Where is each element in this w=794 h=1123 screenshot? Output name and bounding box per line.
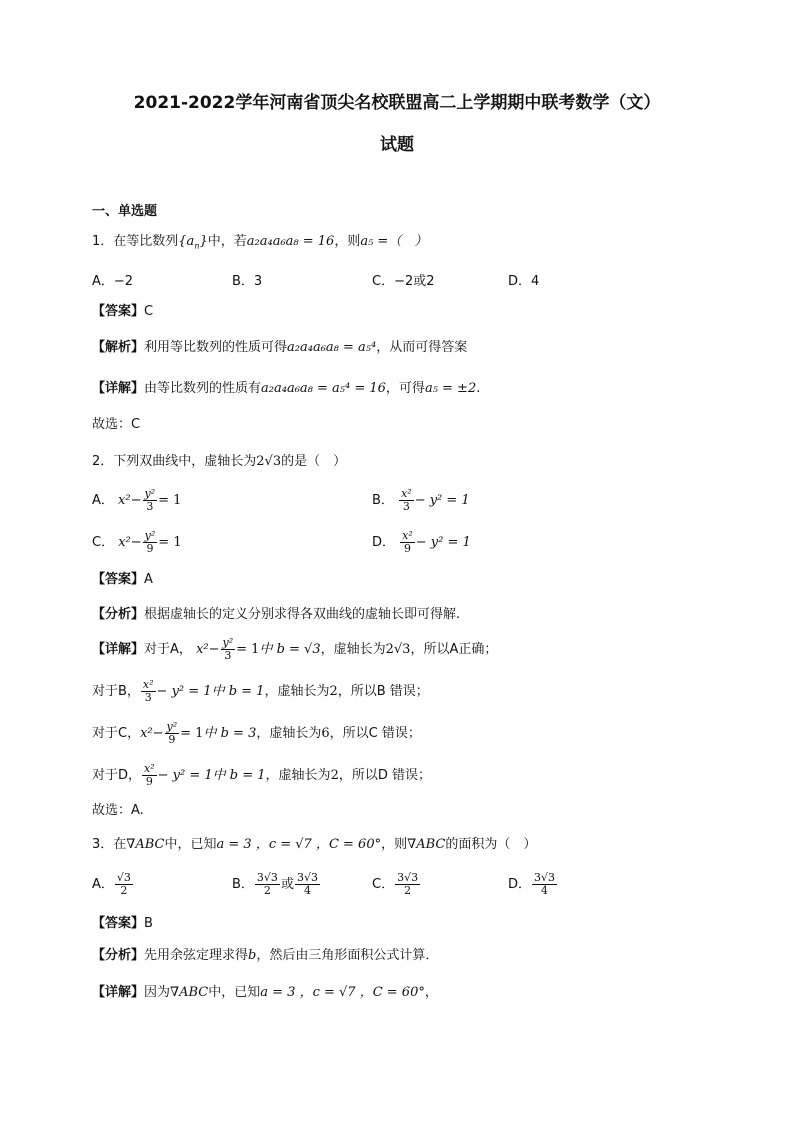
option-label: C． (92, 535, 115, 550)
option-label: C． (372, 877, 395, 892)
math-eq: = 1 (158, 493, 182, 508)
q1-seq-open: {a (178, 234, 195, 249)
fraction-den: 4 (303, 884, 311, 897)
option-label: B． (372, 493, 394, 508)
detail-text: ，虚轴长为 (320, 642, 386, 657)
math-eq: − y² = 1 (157, 768, 213, 783)
q1-target: a₅ =（ ） (360, 234, 428, 249)
detail-end: ，所以A正确； (410, 642, 498, 657)
detail-end: ，所以B 错误； (337, 684, 429, 699)
answer-value: B (144, 916, 153, 931)
analysis-text: 先用余弦定理求得 (144, 948, 249, 963)
q3-option-d[interactable] (508, 872, 558, 897)
math-term: x² (118, 493, 131, 508)
q3-stem-mid2: ，则 (381, 837, 408, 852)
math-op: − (130, 493, 142, 508)
fraction (142, 763, 157, 788)
option-label: D． (508, 877, 532, 892)
detail-text: 对于D， (92, 768, 142, 783)
detail-b: 中 b = √3 (259, 642, 321, 657)
q1-cond: a₂a₄a₆a₈ = 16 (246, 234, 335, 249)
detail-length: 2 (329, 684, 338, 699)
fraction (165, 721, 180, 746)
q1-analysis (92, 338, 467, 358)
fraction-den: 3 (144, 691, 152, 704)
detail-end: . (476, 381, 481, 396)
detail-length: 2√3 (385, 642, 411, 657)
q2-detail-b (92, 679, 429, 704)
q3-answer (92, 914, 153, 934)
analysis-tag: 【分析】 (92, 948, 145, 963)
answer-value: C (144, 304, 154, 319)
q2-analysis (92, 605, 460, 625)
fraction (221, 637, 236, 662)
document-title-line2: 试题 (380, 135, 414, 155)
detail-tag: 【详解】 (92, 642, 145, 657)
fraction-den: 9 (145, 775, 153, 788)
q2-stem (92, 452, 346, 472)
fraction (143, 530, 158, 555)
math-eq: = 1 (158, 535, 182, 550)
detail-text: ，虚轴长为 (256, 726, 322, 741)
detail-tag: 【详解】 (92, 985, 145, 1000)
q2-option-a[interactable] (92, 488, 181, 513)
q3-stem-end: 的面积为（ ） (445, 837, 537, 852)
detail-text: 由等比数列的性质有 (144, 381, 262, 396)
q3-given: a = 3 ，c = √7 ，C = 60° (216, 837, 382, 852)
fraction-den: 2 (263, 884, 271, 897)
fraction (115, 872, 133, 897)
detail-text: 因为 (144, 985, 171, 1000)
q1-detail (92, 379, 480, 399)
or-text: 或 (280, 877, 294, 892)
math-term: x² (118, 535, 131, 550)
fraction-num: y² (144, 529, 156, 542)
math-eq: − y² = 1 (415, 535, 471, 550)
option-label: B． (232, 877, 254, 892)
fraction (532, 872, 557, 897)
fraction-den: 4 (541, 884, 549, 897)
math-term: x² (196, 642, 209, 657)
q2-option-b[interactable] (372, 488, 470, 513)
detail-text: 对于A， (144, 642, 192, 657)
math-eq: − y² = 1 (156, 684, 212, 699)
fraction (295, 872, 320, 897)
fraction (255, 872, 280, 897)
detail-b: 中 b = 3 (203, 726, 257, 741)
fraction-den: 9 (168, 733, 176, 746)
detail-text: ，虚轴长为 (265, 768, 331, 783)
section-heading: 一、单选题 (92, 204, 158, 219)
option-label: D． (372, 535, 396, 550)
math-op: − (152, 726, 164, 741)
q1-answer (92, 302, 153, 322)
q3-option-a[interactable] (92, 872, 134, 897)
detail-text-mid: 中，已知 (208, 985, 261, 1000)
q2-detail-a (92, 637, 497, 662)
q3-analysis (92, 946, 438, 966)
detail-length: 6 (321, 726, 330, 741)
analysis-math: a₂a₄a₆a₈ = a₅⁴ (287, 340, 377, 355)
detail-result: a₅ = ±2 (424, 381, 477, 396)
q2-option-d[interactable] (372, 530, 471, 555)
fraction-den: 2 (120, 884, 128, 897)
math-eq: = 1 (236, 642, 260, 657)
analysis-tag: 【分析】 (92, 607, 145, 622)
answer-value: A (144, 572, 153, 587)
fraction (400, 530, 415, 555)
triangle-symbol: ∇ABC (170, 985, 209, 1000)
fraction-num: 3√3 (296, 871, 318, 884)
math-eq: − y² = 1 (414, 493, 470, 508)
fraction-num: 3√3 (397, 871, 419, 884)
fraction-den: 3 (402, 500, 410, 513)
detail-math: a₂a₄a₆a₈ = a₅⁴ = 16 (261, 381, 386, 396)
triangle-symbol: ∇ABC (407, 837, 446, 852)
q1-option-d[interactable]: D．4 (508, 274, 540, 289)
answer-tag: 【答案】 (92, 572, 145, 587)
fraction-num: y² (222, 636, 234, 649)
detail-b: 中 b = 1 (212, 768, 266, 783)
fraction-num: x² (402, 529, 413, 542)
analysis-text-end: ，然后由三角形面积公式计算． (256, 948, 439, 963)
q1-option-b[interactable]: B．3 (232, 274, 263, 289)
q3-detail (92, 983, 438, 1003)
analysis-text: 根据虚轴长的定义分别求得各双曲线的虚轴长即可得解. (144, 607, 461, 622)
q3-stem-mid: 中，已知 (164, 837, 217, 852)
q3-stem (92, 835, 536, 855)
detail-b: 中 b = 1 (211, 684, 265, 699)
fraction (141, 679, 156, 704)
detail-given: a = 3 ，c = √7 ，C = 60° (260, 985, 425, 1000)
detail-length: 2 (330, 768, 339, 783)
math-op: − (208, 642, 220, 657)
detail-text-mid: ，可得 (385, 381, 425, 396)
detail-text: 对于C， (92, 726, 141, 741)
q3-stem-text: 3．在 (92, 837, 127, 852)
fraction-num: 3√3 (256, 871, 278, 884)
fraction-den: 9 (146, 542, 154, 555)
detail-end: ，所以C 错误； (329, 726, 421, 741)
q2-answer (92, 570, 153, 590)
q1-conclusion: 故选：C (92, 417, 141, 432)
q1-option-a[interactable]: A．−2 (92, 274, 134, 289)
fraction-num: x² (401, 487, 412, 500)
q2-stem-text: 2．下列双曲线中，虚轴长为 (92, 454, 257, 469)
detail-tag: 【详解】 (92, 381, 145, 396)
fraction (399, 488, 414, 513)
fraction-den: 9 (403, 542, 411, 555)
fraction-den: 3 (146, 500, 154, 513)
q2-stem-value: 2√3 (256, 454, 282, 469)
q3-option-c[interactable] (372, 872, 421, 897)
q2-detail-d (92, 763, 431, 788)
answer-tag: 【答案】 (92, 304, 145, 319)
q2-stem-end: 的是（ ） (281, 454, 347, 469)
fraction (395, 872, 420, 897)
option-label: A． (92, 493, 114, 508)
triangle-symbol: ∇ABC (126, 837, 165, 852)
math-term: x² (140, 726, 153, 741)
analysis-var: b (248, 948, 257, 963)
q2-conclusion: 故选：A. (92, 803, 144, 818)
fraction-num: 3√3 (534, 871, 556, 884)
math-eq: = 1 (180, 726, 204, 741)
q2-option-c[interactable] (92, 530, 182, 555)
q1-stem (92, 232, 427, 257)
document-title: 2021-2022学年河南省顶尖名校联盟高二上学期期中联考数学（文） (133, 93, 661, 113)
q1-ask: ，则 (334, 234, 361, 249)
option-label: A． (92, 877, 114, 892)
q1-seq (178, 234, 207, 249)
q1-prefix: 1．在等比数列 (92, 234, 179, 249)
detail-text: ，虚轴长为 (264, 684, 330, 699)
answer-tag: 【答案】 (92, 916, 145, 931)
math-op: − (130, 535, 142, 550)
fraction-num: x² (144, 762, 155, 775)
q1-seq-close: } (199, 234, 208, 249)
fraction-num: √3 (116, 871, 131, 884)
analysis-tag: 【解析】 (92, 340, 145, 355)
q1-mid: 中，若 (207, 234, 247, 249)
q1-seq-sub: n (194, 241, 200, 251)
detail-text: 对于B， (92, 684, 140, 699)
detail-end: ，所以D 错误； (338, 768, 431, 783)
fraction-den: 3 (224, 649, 232, 662)
q1-option-c[interactable]: C．−2或2 (372, 274, 435, 289)
analysis-text-end: ，从而可得答案 (376, 340, 468, 355)
q2-detail-c (92, 721, 421, 746)
detail-end: ， (424, 985, 438, 1000)
fraction-num: x² (142, 678, 154, 691)
q3-option-b[interactable] (232, 872, 321, 897)
fraction-num: y² (166, 720, 178, 733)
fraction-den: 2 (404, 884, 412, 897)
fraction-num: y² (144, 487, 156, 500)
fraction (143, 488, 158, 513)
analysis-text: 利用等比数列的性质可得 (144, 340, 288, 355)
